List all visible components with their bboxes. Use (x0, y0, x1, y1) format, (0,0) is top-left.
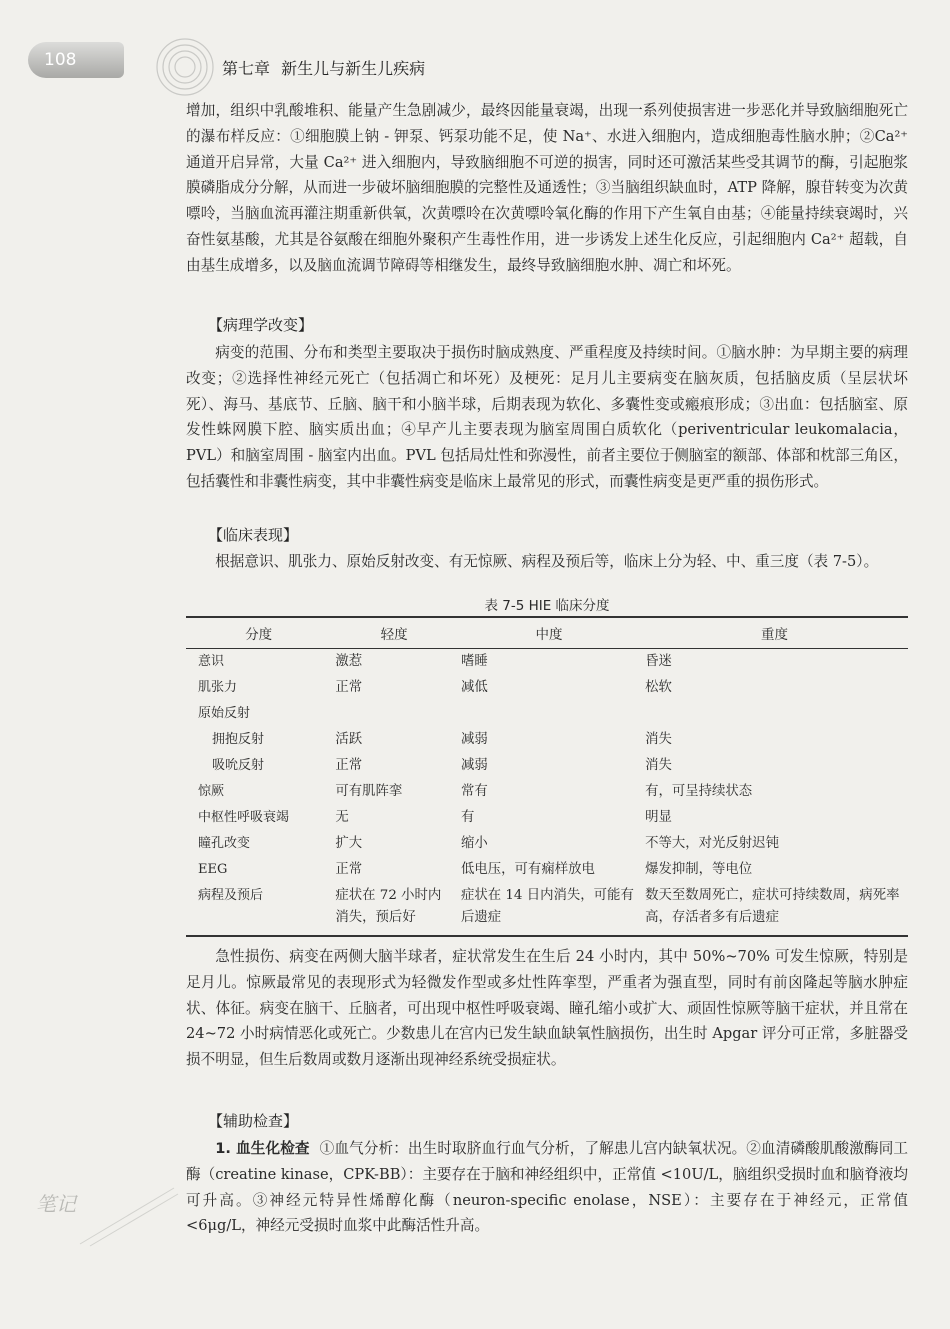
biochem-subheading: 1. 血生化检查 (215, 1140, 310, 1157)
cell-moderate: 常有 (460, 784, 488, 799)
row-label: 肌张力 (198, 680, 238, 695)
table-row (186, 883, 908, 936)
header-moderate: 中度 (457, 617, 641, 649)
cell-severe: 消失 (645, 732, 672, 747)
cell-severe: 爆发抑制，等电位 (645, 862, 753, 877)
chapter-title: 第七章 新生儿与新生儿疾病 (222, 59, 426, 78)
header-mild: 轻度 (331, 617, 457, 649)
auxiliary-heading: 【辅助检查】 (208, 1112, 299, 1130)
row-label: EEG (198, 862, 228, 877)
table-row (186, 701, 908, 727)
row-label: 原始反射 (198, 706, 251, 721)
table-row (186, 779, 908, 805)
table-row (186, 805, 908, 831)
table-row (186, 857, 908, 883)
cell-moderate: 减弱 (460, 758, 488, 773)
cell-moderate: 缩小 (460, 836, 488, 851)
clinical-heading: 【临床表现】 (208, 526, 299, 544)
cell-mild: 正常 (335, 680, 363, 695)
table-row (186, 675, 908, 701)
clinical-paragraph: 根据意识、肌张力、原始反射改变、有无惊厥、病程及预后等，临床上分为轻、中、重三度（表 7-5）。 (215, 553, 879, 570)
header-severe: 重度 (641, 617, 908, 649)
cell-severe: 不等大，对光反射迟钝 (645, 836, 779, 851)
header-grade: 分度 (186, 617, 331, 649)
cell-severe: 数天至数周死亡，症状可持续数周，病死率高，存活者多有后遗症 (641, 883, 908, 936)
cell-moderate: 低电压，可有痫样放电 (460, 862, 595, 877)
cell-severe: 松软 (645, 680, 672, 695)
cell-mild: 活跃 (335, 732, 363, 747)
table-row (186, 727, 908, 753)
cell-moderate: 有 (460, 810, 475, 825)
table-row (186, 753, 908, 779)
table-caption: 表 7-5 HIE 临床分度 (484, 598, 610, 614)
cell-moderate (457, 701, 641, 727)
row-label: 病程及预后 (186, 883, 331, 936)
cell-severe: 有，可呈持续状态 (645, 784, 753, 799)
cell-mild: 无 (335, 810, 349, 825)
biochem-text: ①血气分析：出生时取脐血行血气分析，了解患儿宫内缺氧状况。②血清磷酸肌酸激酶同工酶（creatine kinase，CPK-BB）：主要存在于脑和神经组织中，正常值 <10U/L，脑组织受损时血和脑脊液均可升高。③神经元特异性烯醇化酶（neuron-specific enolase，NSE）：主要存在于神经元，正常值 <6μg/L，神经元受损时血浆中此酶活性升高。 (186, 1140, 909, 1235)
row-label: 瞳孔改变 (198, 836, 251, 851)
page-number-badge: 108 (28, 42, 124, 78)
hie-grading-table (186, 616, 908, 937)
cell-mild: 症状在 72 小时内消失，预后好 (331, 883, 457, 936)
cell-moderate: 减弱 (460, 732, 488, 747)
cell-moderate: 嗜睡 (460, 654, 488, 669)
cell-severe (641, 701, 908, 727)
acute-injury-paragraph: 急性损伤、病变在两侧大脑半球者，症状常发生在生后 24 小时内，其中 50%~70% 可发生惊厥，特别是足月儿。惊厥最常见的表现形式为轻微发作型或多灶性阵挛型，严重者为强直型，同时有前囟隆起等脑水肿症状、体征。病变在脑干、丘脑者，可出现中枢性呼吸衰竭、瞳孔缩小或扩大、顽固性惊厥等脑干症状，并且常在 24~72 小时病情恶化或死亡。少数患儿在宫内已发生缺血缺氧性脑损伤，出生时 Apgar 评分可正常，多脏器受损不明显，但生后数周或数月逐渐出现神经系统受损症状。 (186, 948, 908, 1069)
cell-mild: 正常 (335, 758, 363, 773)
cell-mild: 激惹 (335, 654, 363, 669)
pathology-heading: 【病理学改变】 (208, 316, 314, 334)
margin-note-lines-icon (70, 1180, 180, 1250)
row-label: 吸吮反射 (212, 758, 265, 773)
auxiliary-paragraph (186, 1136, 908, 1239)
table-row (186, 649, 908, 676)
cell-mild: 扩大 (335, 836, 363, 851)
cell-moderate: 症状在 14 日内消失，可能有后遗症 (457, 883, 641, 936)
cell-moderate: 减低 (460, 680, 488, 695)
swirl-decoration-icon (150, 32, 220, 102)
margin-note-label: 笔记 (36, 1192, 76, 1216)
row-label: 惊厥 (198, 784, 225, 799)
table-row (186, 831, 908, 857)
row-label: 中枢性呼吸衰竭 (198, 810, 290, 825)
intro-paragraph: 增加，组织中乳酸堆积、能量产生急剧减少，最终因能量衰竭，出现一系列使损害进一步恶化并导致脑细胞死亡的瀑布样反应：①细胞膜上钠 - 钾泵、钙泵功能不足，使 Na⁺、水进入细胞内，造成细胞毒性脑水肿；②Ca²⁺ 通道开启异常，大量 Ca²⁺ 进入细胞内，导致脑细胞不可逆的损害，同时还可激活某些受其调节的酶，引起胞浆膜磷脂成分分解，从而进一步破坏脑细胞膜的完整性及通透性；③当脑组织缺血时，ATP 降解，腺苷转变为次黄嘌呤，当脑血流再灌注期重新供氧，次黄嘌呤在次黄嘌呤氧化酶的作用下产生氧自由基；④能量持续衰竭时，兴奋性氨基酸，尤其是谷氨酸在细胞外聚积产生毒性作用，进一步诱发上述生化反应，引起细胞内 Ca²⁺ 超载，自由基生成增多，以及脑血流调节障碍等相继发生，最终导致脑细胞水肿、凋亡和坏死。 (186, 102, 908, 274)
pathology-paragraph: 病变的范围、分布和类型主要取决于损伤时脑成熟度、严重程度及持续时间。①脑水肿：为早期主要的病理改变；②选择性神经元死亡（包括凋亡和坏死）及梗死：足月儿主要病变在脑灰质，包括脑皮质（呈层状坏死）、海马、基底节、丘脑、脑干和小脑半球，后期表现为软化、多囊性变或瘢痕形成；③出血：包括脑室、原发性蛛网膜下腔、脑实质出血；④早产儿主要表现为脑室周围白质软化（periventricular leukomalacia，PVL）和脑室周围 - 脑室内出血。PVL 包括局灶性和弥漫性，前者主要位于侧脑室的额部、体部和枕部三角区，包括囊性和非囊性病变，其中非囊性病变是临床上最常见的形式，而囊性病变是更严重的损伤形式。 (186, 344, 908, 490)
cell-severe: 明显 (645, 810, 672, 825)
cell-severe: 消失 (645, 758, 672, 773)
row-label: 拥抱反射 (212, 732, 265, 747)
cell-mild: 可有肌阵挛 (335, 784, 403, 799)
row-label: 意识 (198, 654, 225, 669)
cell-mild: 正常 (335, 862, 363, 877)
cell-severe: 昏迷 (645, 654, 672, 669)
table-header-row (186, 617, 908, 649)
cell-mild (331, 701, 457, 727)
